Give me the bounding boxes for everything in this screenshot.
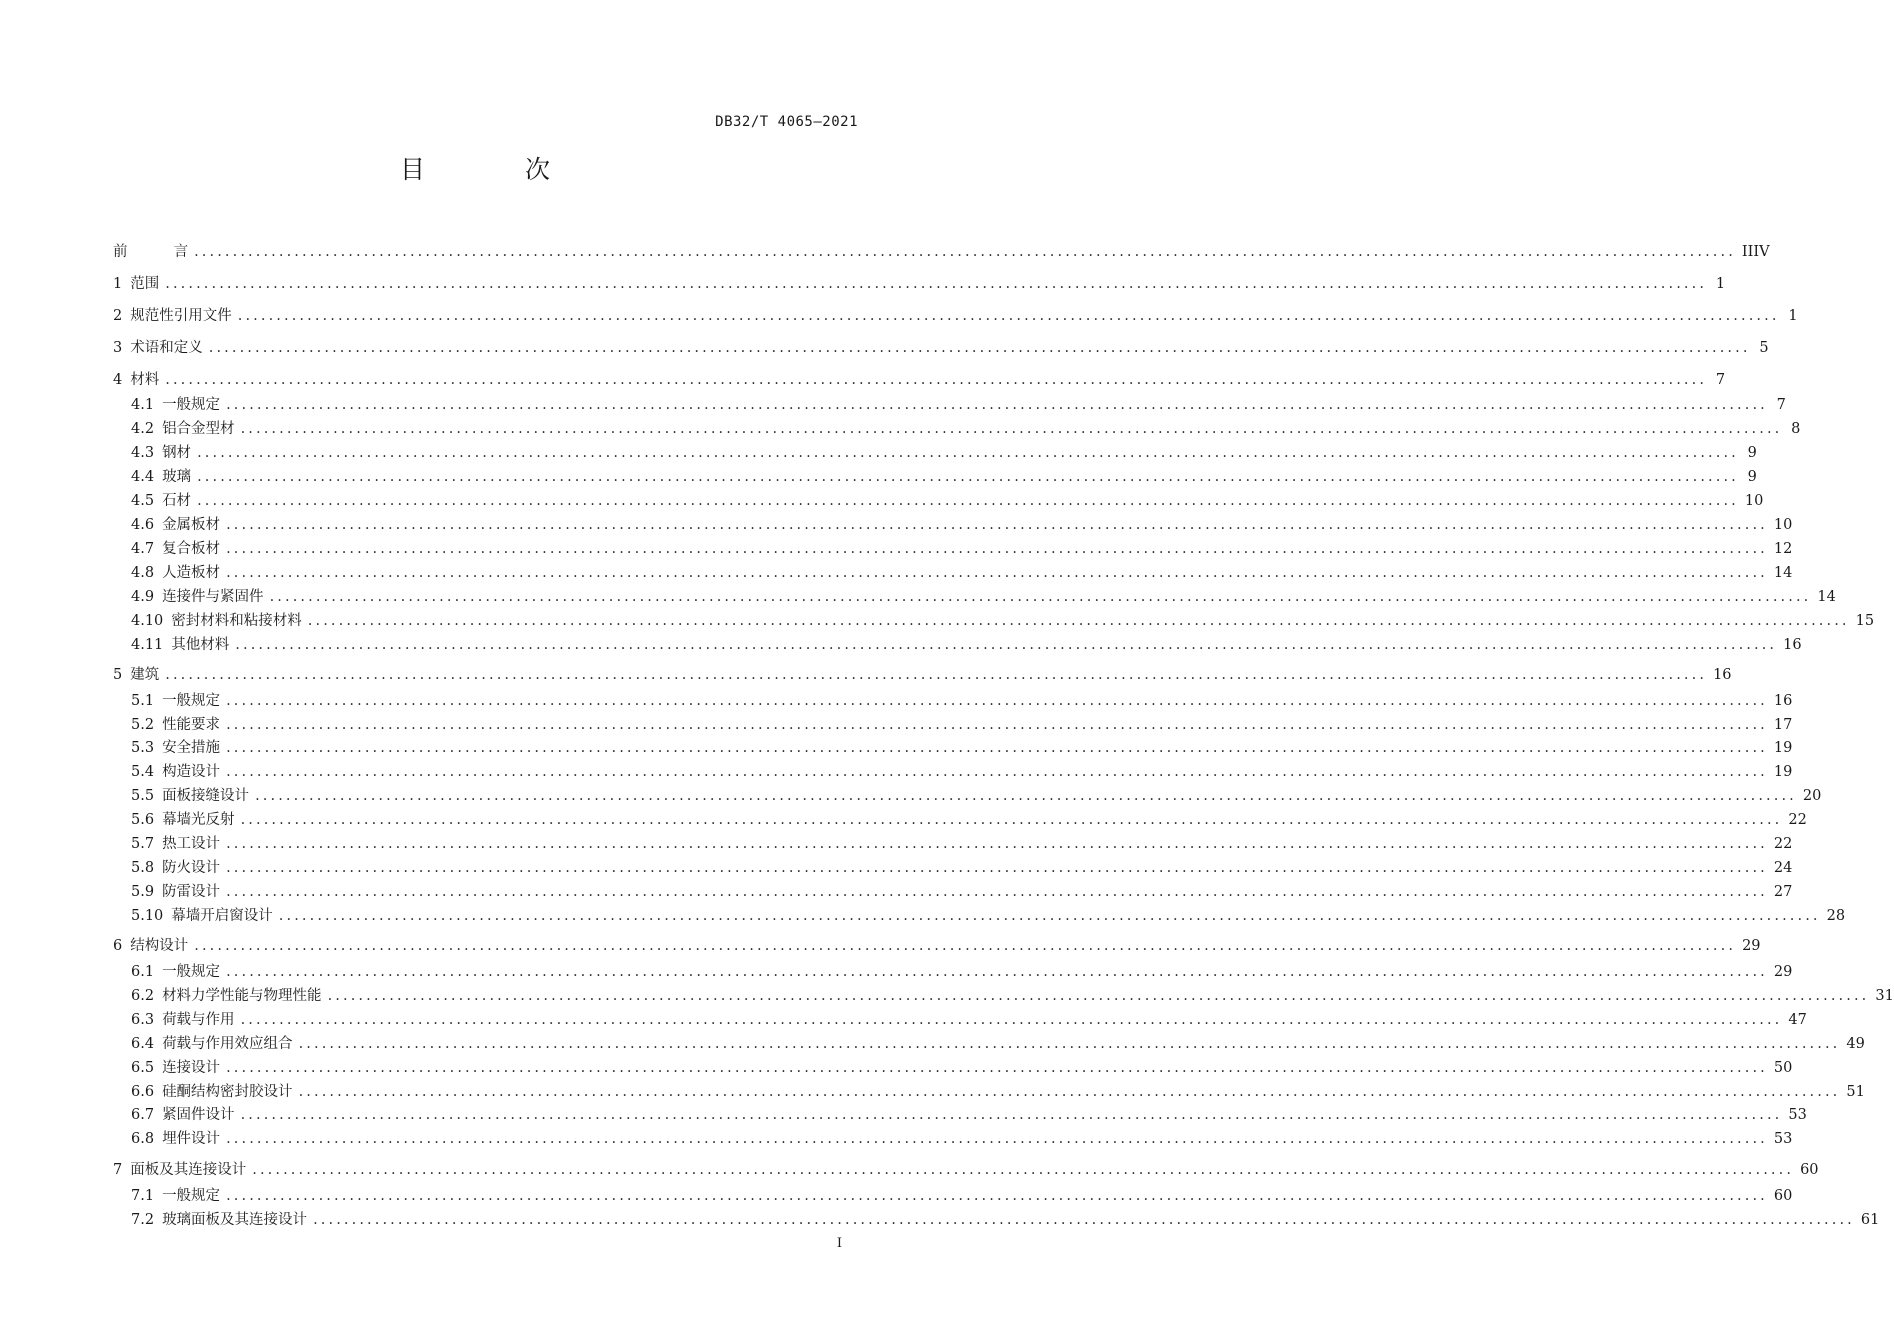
toc-section-number: 4.4 — [131, 469, 155, 485]
toc-leader-dots: ........................................................................................................................................................................................................ — [307, 613, 1850, 629]
toc-leader-dots: ........................................................................................................................................................................................................ — [165, 276, 1708, 292]
toc-leader-dots: ........................................................................................................................................................................................................ — [226, 541, 1768, 557]
toc-title: 人造板材 — [162, 565, 221, 581]
toc-leader-dots: ........................................................................................................................................................................................................ — [226, 717, 1768, 733]
toc-page-number: 29 — [1773, 964, 1793, 980]
toc-leader-dots: ........................................................................................................................................................................................................ — [278, 908, 1821, 924]
toc-page-number: 16 — [1713, 667, 1732, 683]
toc-entry[interactable] — [131, 905, 1846, 927]
toc-entry[interactable] — [131, 610, 1875, 632]
toc-leader-dots: ........................................................................................................................................................................................................ — [226, 397, 1768, 413]
toc-page-number: 1 — [1788, 308, 1798, 324]
toc-leader-dots: ........................................................................................................................................................................................................ — [226, 1131, 1768, 1147]
toc-leader-dots: ........................................................................................................................................................................................................ — [240, 1107, 1783, 1123]
toc-section-number: 6.1 — [131, 964, 155, 980]
toc-entry[interactable] — [131, 833, 1793, 855]
toc-page-number: 12 — [1773, 541, 1793, 557]
toc-leader-dots: ........................................................................................................................................................................................................ — [226, 764, 1768, 780]
toc-title: 铝合金型材 — [162, 421, 235, 437]
toc-section-number: 4.2 — [131, 421, 155, 437]
toc-title: 防火设计 — [162, 860, 221, 876]
toc-section-number: 2 — [113, 308, 123, 324]
toc-entry[interactable] — [131, 586, 1836, 608]
toc-section-number: 5.1 — [131, 693, 155, 709]
toc-leader-dots: ........................................................................................................................................................................................................ — [226, 740, 1768, 756]
toc-title: 范围 — [130, 276, 160, 292]
toc-section-number: 4.10 — [131, 613, 164, 629]
toc-section-number: 7.2 — [131, 1212, 155, 1228]
toc-entry[interactable] — [131, 1209, 1880, 1231]
toc-title: 埋件设计 — [162, 1131, 221, 1147]
toc-entry[interactable] — [113, 369, 1726, 391]
toc-leader-dots: ........................................................................................................................................................................................................ — [165, 372, 1708, 388]
toc-page-number: 8 — [1791, 421, 1801, 437]
toc-entry[interactable] — [113, 241, 1770, 263]
toc-page-number: 29 — [1742, 938, 1761, 954]
toc-title: 一般规定 — [162, 693, 221, 709]
toc-section-number: 5.8 — [131, 860, 155, 876]
toc-page-number: 14 — [1773, 565, 1793, 581]
toc-page-number: 20 — [1802, 788, 1822, 804]
toc-entry[interactable] — [131, 1033, 1865, 1055]
toc-page-number: 10 — [1773, 517, 1793, 533]
toc-page-number: 9 — [1747, 469, 1757, 485]
toc-entry[interactable] — [113, 305, 1798, 327]
toc-page-number: 60 — [1800, 1162, 1819, 1178]
toc-leader-dots: ........................................................................................................................................................................................................ — [226, 836, 1768, 852]
toc-section-number: 6.3 — [131, 1012, 155, 1028]
toc-leader-dots: ........................................................................................................................................................................................................ — [240, 812, 1783, 828]
toc-entry[interactable] — [113, 664, 1732, 686]
toc-entry[interactable] — [131, 538, 1793, 560]
toc-section-number: 6.5 — [131, 1060, 155, 1076]
toc-page-number: IIIV — [1741, 244, 1770, 260]
toc-leader-dots: ........................................................................................................................................................................................................ — [269, 589, 1812, 605]
toc-section-number: 4.11 — [131, 637, 164, 653]
toc-leader-dots: ........................................................................................................................................................................................................ — [327, 988, 1870, 1004]
toc-leader-dots: ........................................................................................................................................................................................................ — [194, 244, 1736, 260]
toc-leader-dots: ........................................................................................................................................................................................................ — [197, 445, 1739, 461]
toc-leader-dots: ........................................................................................................................................................................................................ — [298, 1084, 1841, 1100]
toc-title: 紧固件设计 — [162, 1107, 235, 1123]
toc-entry[interactable] — [113, 1159, 1819, 1181]
toc-entry[interactable] — [131, 785, 1822, 807]
toc-title: 一般规定 — [162, 1188, 221, 1204]
toc-title: 安全措施 — [162, 740, 221, 756]
toc-section-number: 6.4 — [131, 1036, 155, 1052]
toc-title: 一般规定 — [162, 397, 221, 413]
toc-page-number: 14 — [1817, 589, 1836, 605]
toc-leader-dots: ........................................................................................................................................................................................................ — [240, 421, 1783, 437]
toc-entry[interactable] — [131, 761, 1793, 783]
toc-section-number: 4.3 — [131, 445, 155, 461]
toc-title: 金属板材 — [162, 517, 221, 533]
toc-page-number: 28 — [1826, 908, 1846, 924]
toc-entry[interactable] — [131, 490, 1764, 512]
toc-page-number: 1 — [1715, 276, 1726, 292]
toc-page-number: 15 — [1855, 613, 1875, 629]
toc-page-number: 19 — [1773, 740, 1793, 756]
toc-section-number: 5.10 — [131, 908, 164, 924]
toc-title: 荷载与作用效应组合 — [162, 1036, 293, 1052]
toc-leader-dots: ........................................................................................................................................................................................................ — [226, 517, 1768, 533]
toc-title: 幕墙开启窗设计 — [171, 908, 273, 924]
toc-entry[interactable] — [131, 634, 1802, 656]
toc-page-number: 7 — [1776, 397, 1786, 413]
toc-section-number: 6.7 — [131, 1107, 155, 1123]
toc-leader-dots: ........................................................................................................................................................................................................ — [313, 1212, 1855, 1228]
toc-title: 规范性引用文件 — [130, 308, 232, 324]
toc-entry[interactable] — [131, 809, 1807, 831]
toc-title: 结构设计 — [130, 938, 189, 954]
toc-section-number: 5.3 — [131, 740, 155, 756]
toc-title: 连接设计 — [162, 1060, 221, 1076]
toc-leader-dots: ........................................................................................................................................................................................................ — [226, 860, 1768, 876]
page-folio: I — [836, 1236, 842, 1251]
toc-leader-dots: ........................................................................................................................................................................................................ — [237, 308, 1780, 324]
toc-section-number: 3 — [113, 340, 123, 356]
toc-section-number: 1 — [113, 276, 123, 292]
toc-leader-dots: ........................................................................................................................................................................................................ — [226, 884, 1768, 900]
toc-title: 面板及其连接设计 — [130, 1162, 247, 1178]
toc-section-number: 4.7 — [131, 541, 155, 557]
toc-leader-dots: ........................................................................................................................................................................................................ — [197, 493, 1739, 509]
toc-page-number: 53 — [1788, 1107, 1807, 1123]
standard-code: DB32/T 4065—2021 — [715, 114, 858, 130]
toc-entry[interactable] — [131, 442, 1757, 464]
toc-title: 其他材料 — [171, 637, 230, 653]
toc-page-number: 27 — [1773, 884, 1793, 900]
toc-title: 防雷设计 — [162, 884, 221, 900]
toc-leader-dots: ........................................................................................................................................................................................................ — [194, 938, 1737, 954]
toc-title: 建筑 — [130, 667, 160, 683]
toc-page-number: 7 — [1715, 372, 1726, 388]
toc-page-number: 5 — [1759, 340, 1769, 356]
toc-page-number: 53 — [1773, 1131, 1793, 1147]
toc-page-number: 51 — [1846, 1084, 1865, 1100]
toc-title: 前 言 — [113, 244, 189, 260]
toc-section-number: 4 — [113, 372, 123, 388]
toc-page-number: 61 — [1860, 1212, 1880, 1228]
toc-leader-dots: ........................................................................................................................................................................................................ — [197, 469, 1739, 485]
toc-section-number: 6.6 — [131, 1084, 155, 1100]
toc-entry[interactable] — [131, 714, 1793, 736]
toc-section-number: 5.7 — [131, 836, 155, 852]
toc-page-number: 22 — [1773, 836, 1793, 852]
toc-entry[interactable] — [131, 690, 1793, 712]
toc-title: 术语和定义 — [130, 340, 203, 356]
toc-leader-dots: ........................................................................................................................................................................................................ — [226, 693, 1768, 709]
toc-section-number: 4.6 — [131, 517, 155, 533]
toc-title: 荷载与作用 — [162, 1012, 235, 1028]
toc-leader-dots: ........................................................................................................................................................................................................ — [235, 637, 1778, 653]
toc-page-number: 50 — [1773, 1060, 1793, 1076]
toc-title: 玻璃 — [162, 469, 192, 485]
toc-entry[interactable] — [131, 394, 1786, 416]
page-title: 目 次 — [400, 155, 596, 184]
toc-title: 一般规定 — [162, 964, 221, 980]
toc-section-number: 4.8 — [131, 565, 155, 581]
toc-section-number: 5.4 — [131, 764, 155, 780]
toc-page-number: 9 — [1747, 445, 1757, 461]
toc-page-number: 60 — [1773, 1188, 1793, 1204]
toc-entry[interactable] — [131, 985, 1894, 1007]
toc-title: 材料 — [130, 372, 160, 388]
toc-title: 钢材 — [162, 445, 192, 461]
toc-leader-dots: ........................................................................................................................................................................................................ — [226, 964, 1768, 980]
toc-leader-dots: ........................................................................................................................................................................................................ — [240, 1012, 1783, 1028]
toc-section-number: 4.1 — [131, 397, 155, 413]
toc-page-number: 10 — [1744, 493, 1764, 509]
toc-entry[interactable] — [131, 418, 1801, 440]
toc-section-number: 5.6 — [131, 812, 155, 828]
toc-entry[interactable] — [131, 1081, 1865, 1103]
toc-entry[interactable] — [131, 466, 1757, 488]
toc-entry[interactable] — [113, 935, 1761, 957]
toc-section-number: 5.2 — [131, 717, 155, 733]
toc-entry[interactable] — [131, 961, 1793, 983]
toc-title: 幕墙光反射 — [162, 812, 235, 828]
toc-entry[interactable] — [131, 1128, 1793, 1150]
toc-entry[interactable] — [113, 273, 1726, 295]
toc-entry[interactable] — [131, 1009, 1807, 1031]
toc-entry[interactable] — [113, 337, 1769, 359]
toc-title: 面板接缝设计 — [162, 788, 250, 804]
toc-page-number: 16 — [1773, 693, 1793, 709]
toc-title: 石材 — [162, 493, 192, 509]
toc-entry[interactable] — [131, 857, 1793, 879]
toc-section-number: 6 — [113, 938, 123, 954]
toc-entry[interactable] — [131, 1104, 1807, 1126]
toc-page-number: 19 — [1773, 764, 1793, 780]
toc-section-number: 5 — [113, 667, 123, 683]
toc-entry[interactable] — [131, 737, 1793, 759]
toc-title: 连接件与紧固件 — [162, 589, 264, 605]
toc-leader-dots: ........................................................................................................................................................................................................ — [165, 667, 1708, 683]
toc-section-number: 5.9 — [131, 884, 155, 900]
toc-leader-dots: ........................................................................................................................................................................................................ — [226, 1188, 1768, 1204]
toc-title: 热工设计 — [162, 836, 221, 852]
toc-section-number: 5.5 — [131, 788, 155, 804]
toc-leader-dots: ........................................................................................................................................................................................................ — [226, 565, 1768, 581]
toc-page-number: 24 — [1773, 860, 1793, 876]
toc-page-number: 49 — [1846, 1036, 1865, 1052]
toc-leader-dots: ........................................................................................................................................................................................................ — [298, 1036, 1841, 1052]
toc-entry[interactable] — [131, 881, 1793, 903]
toc-section-number: 7.1 — [131, 1188, 155, 1204]
toc-entry[interactable] — [131, 1057, 1793, 1079]
toc-page-number: 16 — [1783, 637, 1802, 653]
toc-entry[interactable] — [131, 514, 1793, 536]
toc-section-number: 4.5 — [131, 493, 155, 509]
toc-page-number: 22 — [1788, 812, 1807, 828]
toc-title: 玻璃面板及其连接设计 — [162, 1212, 308, 1228]
toc-page-number: 31 — [1875, 988, 1894, 1004]
toc-section-number: 7 — [113, 1162, 123, 1178]
toc-title: 构造设计 — [162, 764, 221, 780]
toc-leader-dots: ........................................................................................................................................................................................................ — [226, 1060, 1768, 1076]
toc-section-number: 6.2 — [131, 988, 155, 1004]
toc-leader-dots: ........................................................................................................................................................................................................ — [208, 340, 1751, 356]
toc-title: 复合板材 — [162, 541, 221, 557]
toc-leader-dots: ........................................................................................................................................................................................................ — [255, 788, 1797, 804]
toc-title: 硅酮结构密封胶设计 — [162, 1084, 293, 1100]
toc-entry[interactable] — [131, 1185, 1793, 1207]
toc-section-number: 4.9 — [131, 589, 155, 605]
toc-section-number: 6.8 — [131, 1131, 155, 1147]
toc-title: 材料力学性能与物理性能 — [162, 988, 322, 1004]
toc-title: 密封材料和粘接材料 — [171, 613, 302, 629]
toc-leader-dots: ........................................................................................................................................................................................................ — [252, 1162, 1795, 1178]
toc-entry[interactable] — [131, 562, 1793, 584]
toc-page-number: 47 — [1788, 1012, 1807, 1028]
toc-page-number: 17 — [1773, 717, 1793, 733]
toc-title: 性能要求 — [162, 717, 221, 733]
